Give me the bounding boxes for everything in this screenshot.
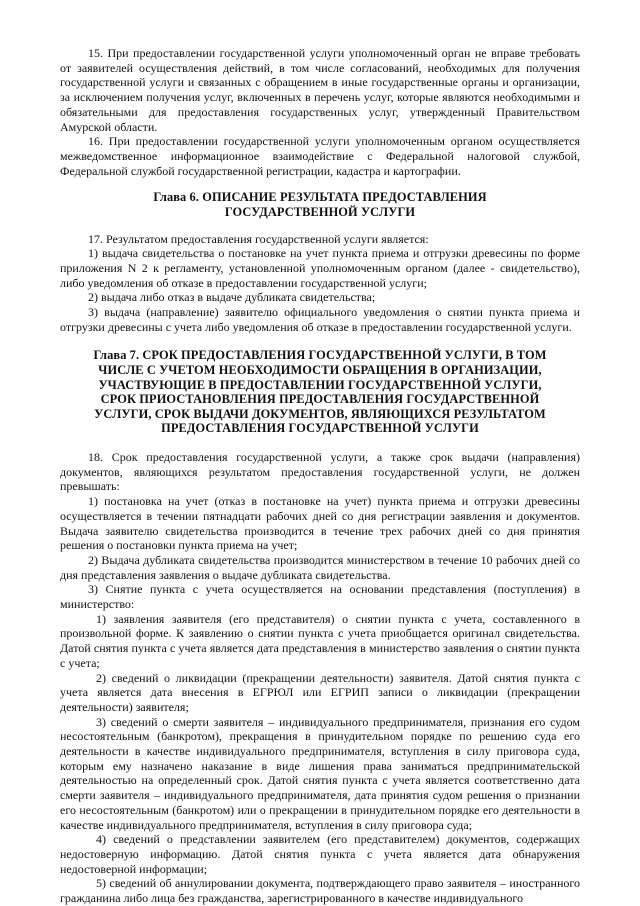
paragraph-15: 15. При предоставлении государственной услуги уполномоченный орган не вправе требовать от заявителей осуществления действий, в том числе согласований, необходимых для получения государственной услуги и связанных с обращением в иные государственные органы и организации, за исключением получения услуг, включенных в перечень услуг, которые являются необходимыми и обязательными для предоставления государственных услуг, утвержденный Правительством Амурской области. (60, 46, 580, 134)
paragraph-18-3-item-5: 5) сведений об аннулировании документа, подтверждающего право заявителя – иностранного гражданина либо лица без гражданства, зарегистрированного в качестве индивидуального (60, 876, 580, 906)
paragraph-18-item-3: 3) Снятие пункта с учета осуществляется на основании представления (поступления) в министерство: (60, 582, 580, 612)
paragraph-18-3-item-4: 4) сведений о представлении заявителем (его представителем) документов, содержащих недостоверную информацию. Датой снятия пункта с учета является дата обнаружения недостоверной информации; (60, 832, 580, 876)
paragraph-17-item-2: 2) выдача либо отказ в выдаче дубликата свидетельства; (88, 290, 376, 305)
paragraph-17-item-3: 3) выдача (направление) заявителю официального уведомления о снятии пункта приема и отгрузки древесины с учета либо уведомления об отказе в предоставлении государственной услуги. (60, 305, 580, 334)
paragraph-18-3-item-2: 2) сведений о ликвидации (прекращении деятельности) заявителя. Датой снятия пункта с учета является дата внесения в ЕГРЮЛ или ЕГРИП записи о ликвидации (прекращении деятельности) заявителя; (60, 670, 580, 714)
paragraph-18-item-2: 2) Выдача дубликата свидетельства производится министерством в течение 10 рабочих дней со дня представления заявления о выдаче дубликата свидетельства. (60, 552, 580, 582)
paragraph-17-item-1: 1) выдача свидетельства о постановке на учет пункта приема и отгрузки древесины по форме приложения N 2 к регламенту, установленной уполномоченным органом (далее - свидетельство), либо уведомления об отказе в предоставлении государственной услуги; (60, 246, 580, 290)
paragraph-18-item-1: 1) постановка на учет (отказ в постановке на учет) пункта приема и отгрузки древесины осуществляется в течении пятнадцати рабочих дней со дня регистрации заявления и документов. Выдача заявителю свидетельства производится в течение трех рабочих дней со дня принятия решения о постановки пункта приема на учет; (60, 494, 580, 553)
paragraph-18: 18. Срок предоставления государственной услуги, а также срок выдачи (направления) документов, являющихся результатом предоставления государственной услуги, не должен превышать: (60, 450, 580, 494)
chapter-6-heading: Глава 6. ОПИСАНИЕ РЕЗУЛЬТАТА ПРЕДОСТАВЛЕНИЯ ГОСУДАРСТВЕННОЙ УСЛУГИ (153, 190, 487, 219)
paragraph-18-3-item-1: 1) заявления заявителя (его представителя) о снятии пункта с учета, составленного в произвольной форме. К заявлению о снятии пункта с учета приобщается оригинал свидетельства. Датой снятия пункта с учета является дата представления в министерство заявления о снятии пункта с учета; (60, 611, 580, 670)
paragraph-16: 16. При предоставлении государственной услуги уполномоченным органом осуществляется межведомственное информационное взаимодействие с Федеральной налоговой службой, Федеральной службой государственной регистрации, кадастра и картографии. (60, 134, 580, 178)
chapter-7-heading: Глава 7. СРОК ПРЕДОСТАВЛЕНИЯ ГОСУДАРСТВЕННОЙ УСЛУГИ, В ТОМ ЧИСЛЕ С УЧЕТОМ НЕОБХОДИМОСТИ ОБРАЩЕНИЯ В ОРГАНИЗАЦИИ, УЧАСТВУЮЩИЕ В ПРЕДОСТАВЛЕНИИ ГОСУДАРСТВЕННОЙ УСЛУГИ, СРОК ПРИОСТАНОВЛЕНИЯ ПРЕДОСТАВЛЕНИЯ ГОСУДАРСТВЕННОЙ УСЛУГИ, СРОК ВЫДАЧИ ДОКУМЕНТОВ, ЯВЛЯЮЩИХСЯ РЕЗУЛЬТАТОМ ПРЕДОСТАВЛЕНИЯ ГОСУДАРСТВЕННОЙ УСЛУГИ (93, 348, 547, 436)
paragraph-18-3-item-3: 3) сведений о смерти заявителя – индивидуального предпринимателя, признания его судом несостоятельным (банкротом), прекращения в принудительном порядке по решению суда его деятельности в качестве индивидуального предпринимателя, вступления в силу приговора суда, которым ему назначено наказание в виде лишения права заниматься предпринимательской деятельностью на определенный срок. Датой снятия пункта с учета является соответственно дата смерти заявителя – индивидуального предпринимателя, дата принятия судом решения о признании его несостоятельным (банкротом) или о прекращении в принудительном порядке его деятельности в качестве индивидуального предпринимателя, вступления в силу приговора суда; (60, 714, 580, 832)
paragraph-17: 17. Результатом предоставления государственной услуги является: (88, 231, 429, 246)
